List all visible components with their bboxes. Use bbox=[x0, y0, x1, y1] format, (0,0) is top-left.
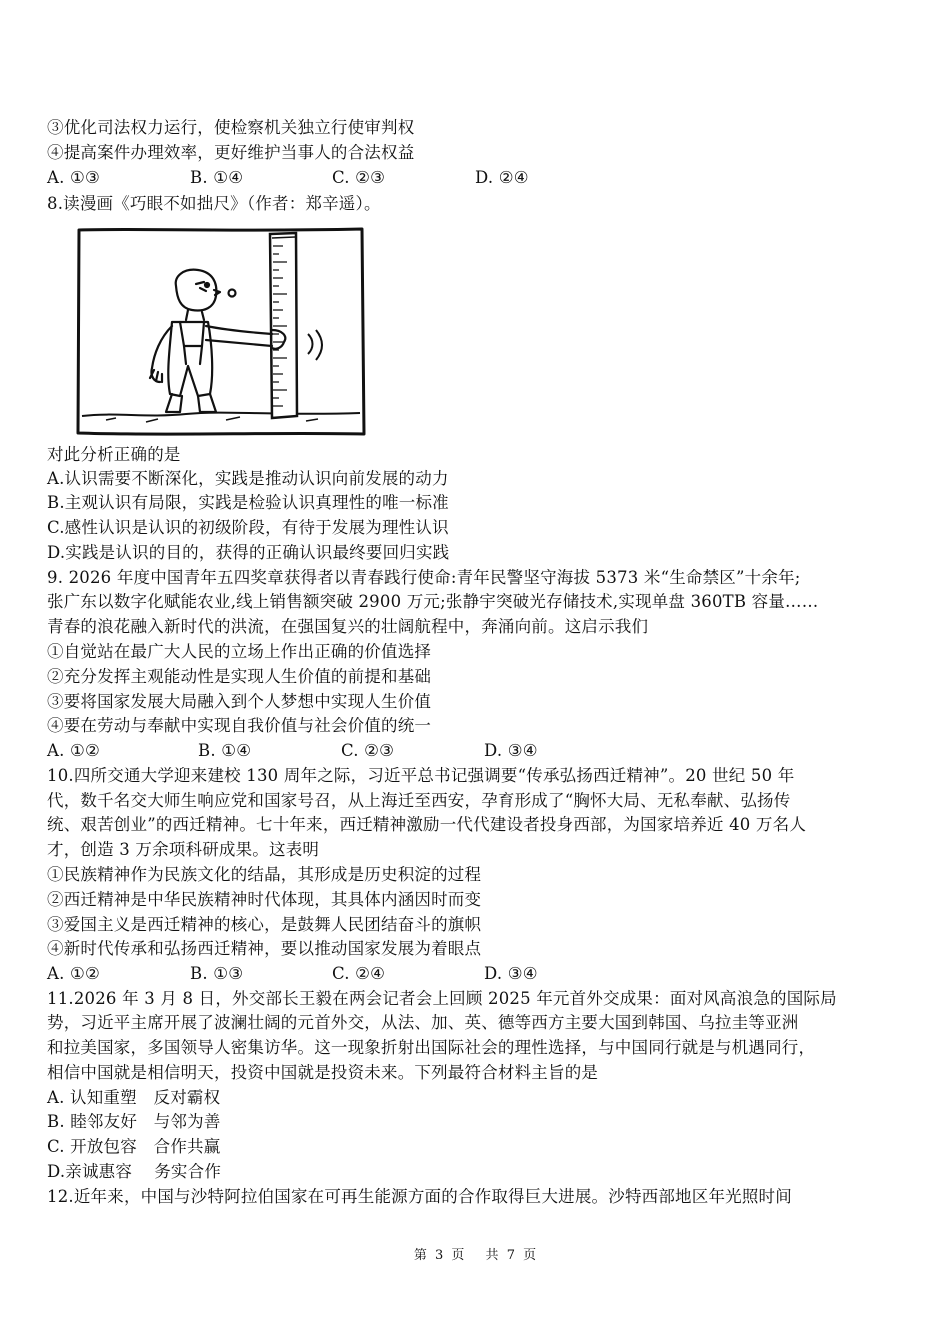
q8-option-a: A.认识需要不断深化，实践是推动认识向前发展的动力 bbox=[47, 469, 449, 488]
q8-option-d: D.实践是认识的目的，获得的正确认识最终要回归实践 bbox=[47, 543, 450, 562]
q10-stem-line-1: 10.四所交通大学迎来建校 130 周年之际，习近平总书记强调要“传承弘扬西迁精神”。20 世纪 50 年 bbox=[47, 766, 795, 785]
q11-option-d: D.亲诚惠容 务实合作 bbox=[47, 1162, 222, 1181]
q10-stem-line-3: 统、艰苦创业”的西迁精神。七十年来，西迁精神激励一代代建设者投身西部，为国家培养近 40 万名人 bbox=[47, 815, 807, 834]
q10-stem-line-2: 代，数千名交大师生响应党和国家号召，从上海迁至西安，孕育形成了“胸怀大局、无私奉献、弘扬传 bbox=[47, 791, 791, 810]
q9-stem-line-1: 9. 2026 年度中国青年五四奖章获得者以青春践行使命:青年民警坚守海拔 5373 米“生命禁区”十余年; bbox=[47, 568, 801, 587]
page-footer: 第 3 页 共 7 页 bbox=[413, 1248, 537, 1263]
q7-option-d: D. ②④ bbox=[475, 168, 529, 187]
q8-option-b: B.主观认识有局限，实践是检验认识真理性的唯一标准 bbox=[47, 493, 449, 512]
q8-question: 对此分析正确的是 bbox=[47, 445, 181, 464]
q9-option-a: A. ①② bbox=[47, 741, 100, 760]
q11-stem-line-3: 和拉美国家，多国领导人密集访华。这一现象折射出国际社会的理性选择，与中国同行就是与机遇同行， bbox=[47, 1038, 816, 1057]
q9-item-3: ③要将国家发展大局融入到个人梦想中实现人生价值 bbox=[47, 692, 432, 711]
q9-stem-line-3: 青春的浪花融入新时代的洪流，在强国复兴的壮阔航程中，奔涌向前。这启示我们 bbox=[47, 617, 649, 636]
q12-stem-line-1: 12.近年来，中国与沙特阿拉伯国家在可再生能源方面的合作取得巨大进展。沙特西部地区年光照时间 bbox=[47, 1187, 792, 1206]
q8-stem: 8.读漫画《巧眼不如拙尺》（作者：郑辛遥）。 bbox=[47, 194, 381, 213]
q11-stem-line-2: 势，习近平主席开展了波澜壮阔的元首外交，从法、加、英、德等西方主要大国到韩国、乌拉圭等亚洲 bbox=[47, 1013, 799, 1032]
q11-stem-line-1: 11.2026 年 3 月 8 日，外交部长王毅在两会记者会上回顾 2025 年元首外交成果：面对风高浪急的国际局 bbox=[47, 989, 837, 1008]
q7-item-3: ③优化司法权力运行，使检察机关独立行使审判权 bbox=[47, 118, 415, 137]
q10-option-b: B. ①③ bbox=[190, 964, 244, 983]
q9-option-b: B. ①④ bbox=[198, 741, 252, 760]
q10-option-d: D. ③④ bbox=[484, 964, 538, 983]
q9-item-4: ④要在劳动与奉献中实现自我价值与社会价值的统一 bbox=[47, 716, 432, 735]
q11-stem-line-4: 相信中国就是相信明天，投资中国就是投资未来。下列最符合材料主旨的是 bbox=[47, 1063, 599, 1082]
q8-option-c: C.感性认识是认识的初级阶段，有待于发展为理性认识 bbox=[47, 518, 449, 537]
q9-stem-line-2: 张广东以数字化赋能农业,线上销售额突破 2900 万元;张静宇突破光存储技术,实现单盘 360TB 容量…… bbox=[47, 592, 819, 611]
q10-item-4: ④新时代传承和弘扬西迁精神，要以推动国家发展为着眼点 bbox=[47, 939, 482, 958]
q9-option-c: C. ②③ bbox=[341, 741, 395, 760]
q11-option-b: B. 睦邻友好 与邻为善 bbox=[47, 1112, 221, 1131]
q11-option-a: A. 认知重塑 反对霸权 bbox=[47, 1088, 221, 1107]
ruler bbox=[270, 233, 297, 418]
q7-option-a: A. ①③ bbox=[47, 168, 100, 187]
q10-item-3: ③爱国主义是西迁精神的核心，是鼓舞人民团结奋斗的旗帜 bbox=[47, 915, 482, 934]
q7-option-c: C. ②③ bbox=[332, 168, 386, 187]
q11-option-c: C. 开放包容 合作共赢 bbox=[47, 1137, 221, 1156]
q10-item-1: ①民族精神作为民族文化的结晶，其形成是历史积淀的过程 bbox=[47, 865, 482, 884]
q9-item-1: ①自觉站在最广大人民的立场上作出正确的价值选择 bbox=[47, 642, 432, 661]
q7-option-b: B. ①④ bbox=[190, 168, 244, 187]
q10-option-a: A. ①② bbox=[47, 964, 100, 983]
cartoon-image bbox=[76, 226, 366, 438]
q9-item-2: ②充分发挥主观能动性是实现人生价值的前提和基础 bbox=[47, 667, 432, 686]
q10-stem-line-4: 才，创造 3 万余项科研成果。这表明 bbox=[47, 840, 320, 859]
q9-option-d: D. ③④ bbox=[484, 741, 538, 760]
person-figure bbox=[150, 270, 285, 412]
q10-item-2: ②西迁精神是中华民族精神时代体现，其具体内涵因时而变 bbox=[47, 890, 482, 909]
q10-option-c: C. ②④ bbox=[332, 964, 386, 983]
q7-item-4: ④提高案件办理效率，更好维护当事人的合法权益 bbox=[47, 143, 415, 162]
